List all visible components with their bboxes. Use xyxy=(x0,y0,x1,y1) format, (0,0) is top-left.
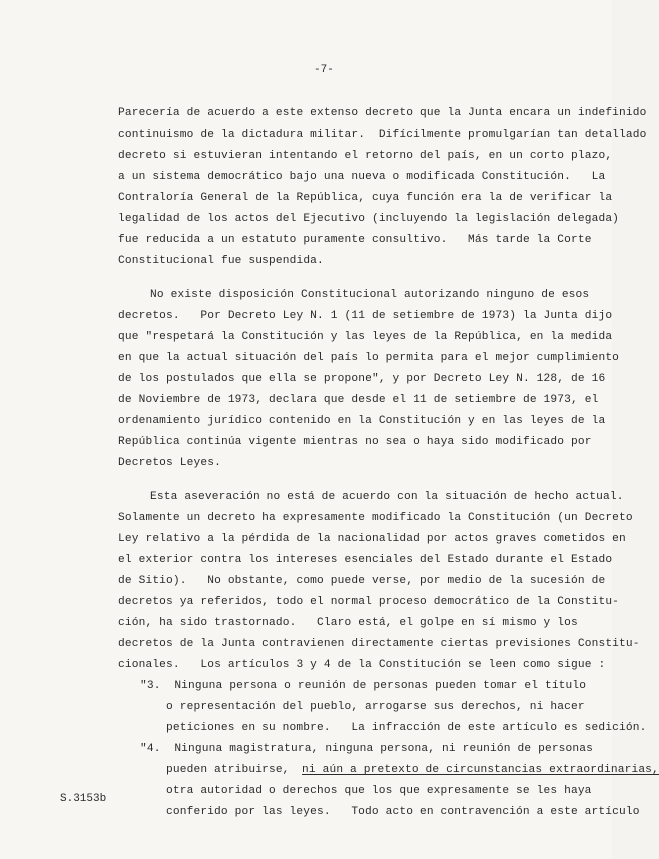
text-line: ordenamiento jurídico contenido en la Constitución y en las leyes de la xyxy=(118,415,606,427)
text-line: que "respetará la Constitución y las leyes de la República, en la medida xyxy=(118,331,613,343)
page-number: -7- xyxy=(314,64,334,76)
text-line: de Noviembre de 1973, declara que desde el 11 de setiembre de 1973, el xyxy=(118,394,599,406)
text-line: a un sistema democrático bajo una nueva o modificada Constitución. La xyxy=(118,171,606,183)
text-line: de Sitio). No obstante, como puede verse, por medio de la sucesión de xyxy=(118,575,606,587)
text-line: cionales. Los artículos 3 y 4 de la Constitución se leen como sigue : xyxy=(118,659,606,671)
text-line: ción, ha sido trastornado. Claro está, el golpe en sí mismo y los xyxy=(118,617,578,629)
text-line: Decretos Leyes. xyxy=(118,457,221,469)
text-line: legalidad de los actos del Ejecutivo (incluyendo la legislación delegada) xyxy=(118,213,620,225)
document-reference: S.3153b xyxy=(60,793,107,805)
text-line: Solamente un decreto ha expresamente modificado la Constitución (un Decreto xyxy=(118,512,633,524)
text-line: de los postulados que ella se propone", y por Decreto Ley N. 128, de 16 xyxy=(118,373,606,385)
text-line: Contraloría General de la República, cuya función era la de verificar la xyxy=(118,192,613,204)
text-line: Parecería de acuerdo a este extenso decreto que la Junta encara un indefinido xyxy=(118,107,647,119)
quoted-line: o representación del pueblo, arrogarse sus derechos, ni hacer xyxy=(166,701,585,713)
text-line: decretos de la Junta contravienen directamente ciertas previsiones Constitu- xyxy=(118,638,640,650)
text-line: No existe disposición Constitucional autorizando ninguno de esos xyxy=(150,289,590,301)
text-line: decretos ya referidos, todo el normal proceso democrático de la Constitu- xyxy=(118,596,620,608)
text-line: en que la actual situación del país lo permita para el mejor cumplimiento xyxy=(118,352,620,364)
text-line: Ley relativo a la pérdida de la nacionalidad por actos graves cometidos en xyxy=(118,533,626,545)
quoted-line: pueden atribuirse, xyxy=(166,764,290,776)
underlined-phrase: ni aún a pretexto de circunstancias extraordinarias, xyxy=(302,764,659,776)
text-line: Constitucional fue suspendida. xyxy=(118,255,324,267)
quoted-line: otra autoridad o derechos que los que expresamente se les haya xyxy=(166,785,592,797)
quoted-line: "4. Ninguna magistratura, ninguna persona, ni reunión de personas xyxy=(140,743,593,755)
text-line: decretos. Por Decreto Ley N. 1 (11 de setiembre de 1973) la Junta dijo xyxy=(118,310,613,322)
quoted-line: "3. Ninguna persona o reunión de personas pueden tomar el título xyxy=(140,680,587,692)
text-line: el exterior contra los intereses esenciales del Estado durante el Estado xyxy=(118,554,613,566)
text-line: fue reducida a un estatuto puramente consultivo. Más tarde la Corte xyxy=(118,234,592,246)
text-line: continuismo de la dictadura militar. Difícilmente promulgarían tan detallado xyxy=(118,129,647,141)
text-line: Esta aseveración no está de acuerdo con la situación de hecho actual. xyxy=(150,491,624,503)
quoted-line: peticiones en su nombre. La infracción de este artículo es sedición. xyxy=(166,722,647,734)
quoted-line: conferido por las leyes. Todo acto en contravención a este artículo xyxy=(166,806,640,818)
text-line: decreto si estuvieran intentando el retorno del país, en un corto plazo, xyxy=(118,150,613,162)
text-line: República continúa vigente mientras no sea o haya sido modificado por xyxy=(118,436,592,448)
